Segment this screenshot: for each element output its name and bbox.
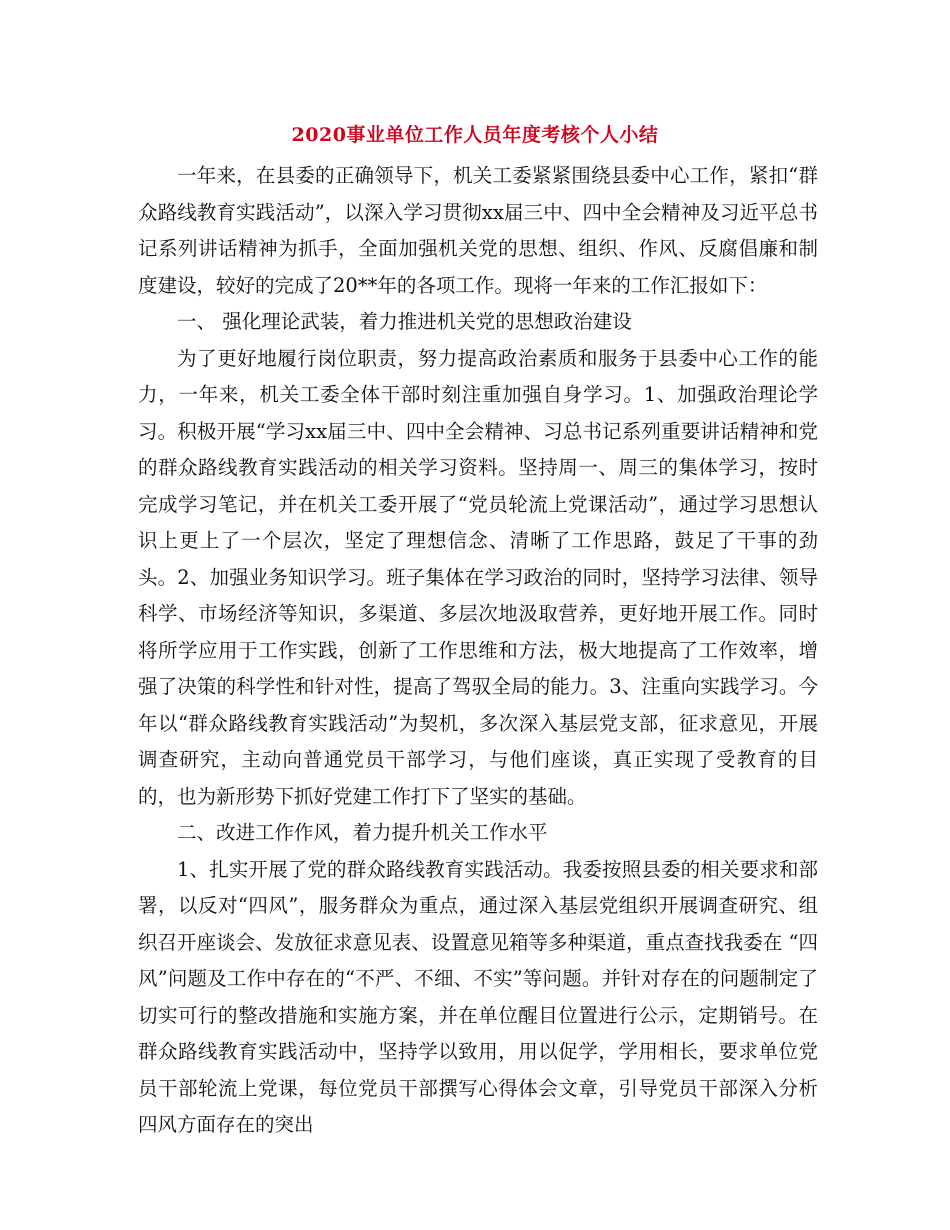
paragraph-section-2: 1、扎实开展了党的群众路线教育实践活动。我委按照县委的相关要求和部署，以反对“四风”，服务群众为重点，通过深入基层党组织开展调查研究、组织召开座谈会、发放征求意见表、设置意见箱等多种渠道，重点查找我委在 “四风”问题及工作中存在的“不严、不细、不实”等问题。并针对存在的问题制定了切实可行的整改措施和实施方案，并在单位醒目位置进行公示，定期销号。在群众路线教育实践活动中，坚持学以致用，用以促学，学用相长，要求单位党员干部轮流上党课，每位党员干部撰写心得体会文章，引导党员干部深入分析四风方面存在的突出	[138, 857, 818, 1136]
document-title: 2020事业单位工作人员年度考核个人小结	[291, 124, 659, 146]
document-body	[138, 158, 818, 1144]
section-heading-1: 一、 强化理论武装，着力推进机关党的思想政治建设	[177, 310, 632, 333]
paragraph-intro: 一年来，在县委的正确领导下，机关工委紧紧围绕县委中心工作，紧扣“群众路线教育实践活动”，以深入学习贯彻xx届三中、四中全会精神及习近平总书记系列讲话精神为抓手，全面加强机关党的思想、组织、作风、反腐倡廉和制度建设，较好的完成了20**年的各项工作。现将一年来的工作汇报如下：	[138, 164, 818, 297]
section-heading-2: 二、改进工作作风，着力提升机关工作水平	[177, 821, 548, 844]
paragraph-section-1: 为了更好地履行岗位职责，努力提高政治素质和服务于县委中心工作的能力，一年来，机关工委全体干部时刻注重加强自身学习。1、加强政治理论学习。积极开展“学习xx届三中、四中全会精神、习总书记系列重要讲话精神和党的群众路线教育实践活动的相关学习资料。坚持周一、周三的集体学习，按时完成学习笔记，并在机关工委开展了“党员轮流上党课活动”，通过学习思想认识上更上了一个层次，坚定了理想信念、清晰了工作思路，鼓足了干事的劲头。2、加强业务知识学习。班子集体在学习政治的同时，坚持学习法律、领导科学、市场经济等知识，多渠道、多层次地汲取营养，更好地开展工作。同时将所学应用于工作实践，创新了工作思维和方法，极大地提高了工作效率，增强了决策的科学性和针对性，提高了驾驭全局的能力。3、注重向实践学习。今年以“群众路线教育实践活动”为契机，多次深入基层党支部，征求意见，开展调查研究，主动向普通党员干部学习，与他们座谈，真正实现了受教育的目的，也为新形势下抓好党建工作打下了坚实的基础。	[138, 346, 818, 808]
